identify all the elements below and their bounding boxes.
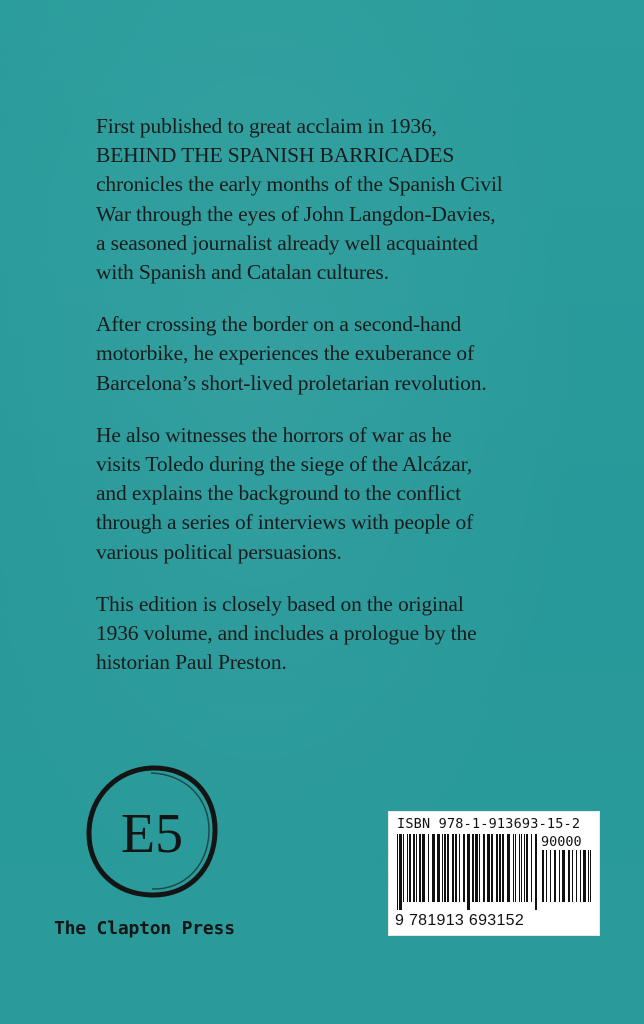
- publisher-logo-icon: [82, 762, 222, 902]
- barcode-bars-addon: [542, 850, 592, 910]
- blurb-paragraph-4: This edition is closely based on the original 1936 volume, and includes a prologue by the historian Paul Preston.: [96, 591, 477, 675]
- blurb-paragraph-2: After crossing the border on a second-hand motorbike, he experiences the exuberance of Barcelona’s short-lived proletarian revolution.: [96, 312, 487, 395]
- publisher-name: The Clapton Press: [54, 918, 235, 939]
- blurb-paragraph-3: He also witnesses the horrors of war as he visits Toledo during the siege of the Alcázar, and explains the background to the conflict through a series of interviews with people of various political persuasions.: [96, 422, 474, 564]
- price-code: 90000: [541, 834, 582, 850]
- blurb-paragraph-1: First published to great acclaim in 1936, BEHIND THE SPANISH BARRICADES chronicles the early months of the Spanish Civil War through the eyes of John Langdon-Davies, a seasoned journalist already well acquainted with Spanish and Catalan cultures.: [96, 114, 503, 285]
- logo-text: E5: [120, 803, 184, 865]
- isbn-label: ISBN 978-1-913693-15-2: [397, 816, 581, 832]
- barcode-bars-main: [397, 834, 539, 910]
- blurb-text: [96, 112, 636, 700]
- barcode-digits: 9 781913 693152: [395, 912, 525, 929]
- isbn-barcode: [388, 811, 600, 936]
- publisher-logo-graphic: [82, 762, 222, 902]
